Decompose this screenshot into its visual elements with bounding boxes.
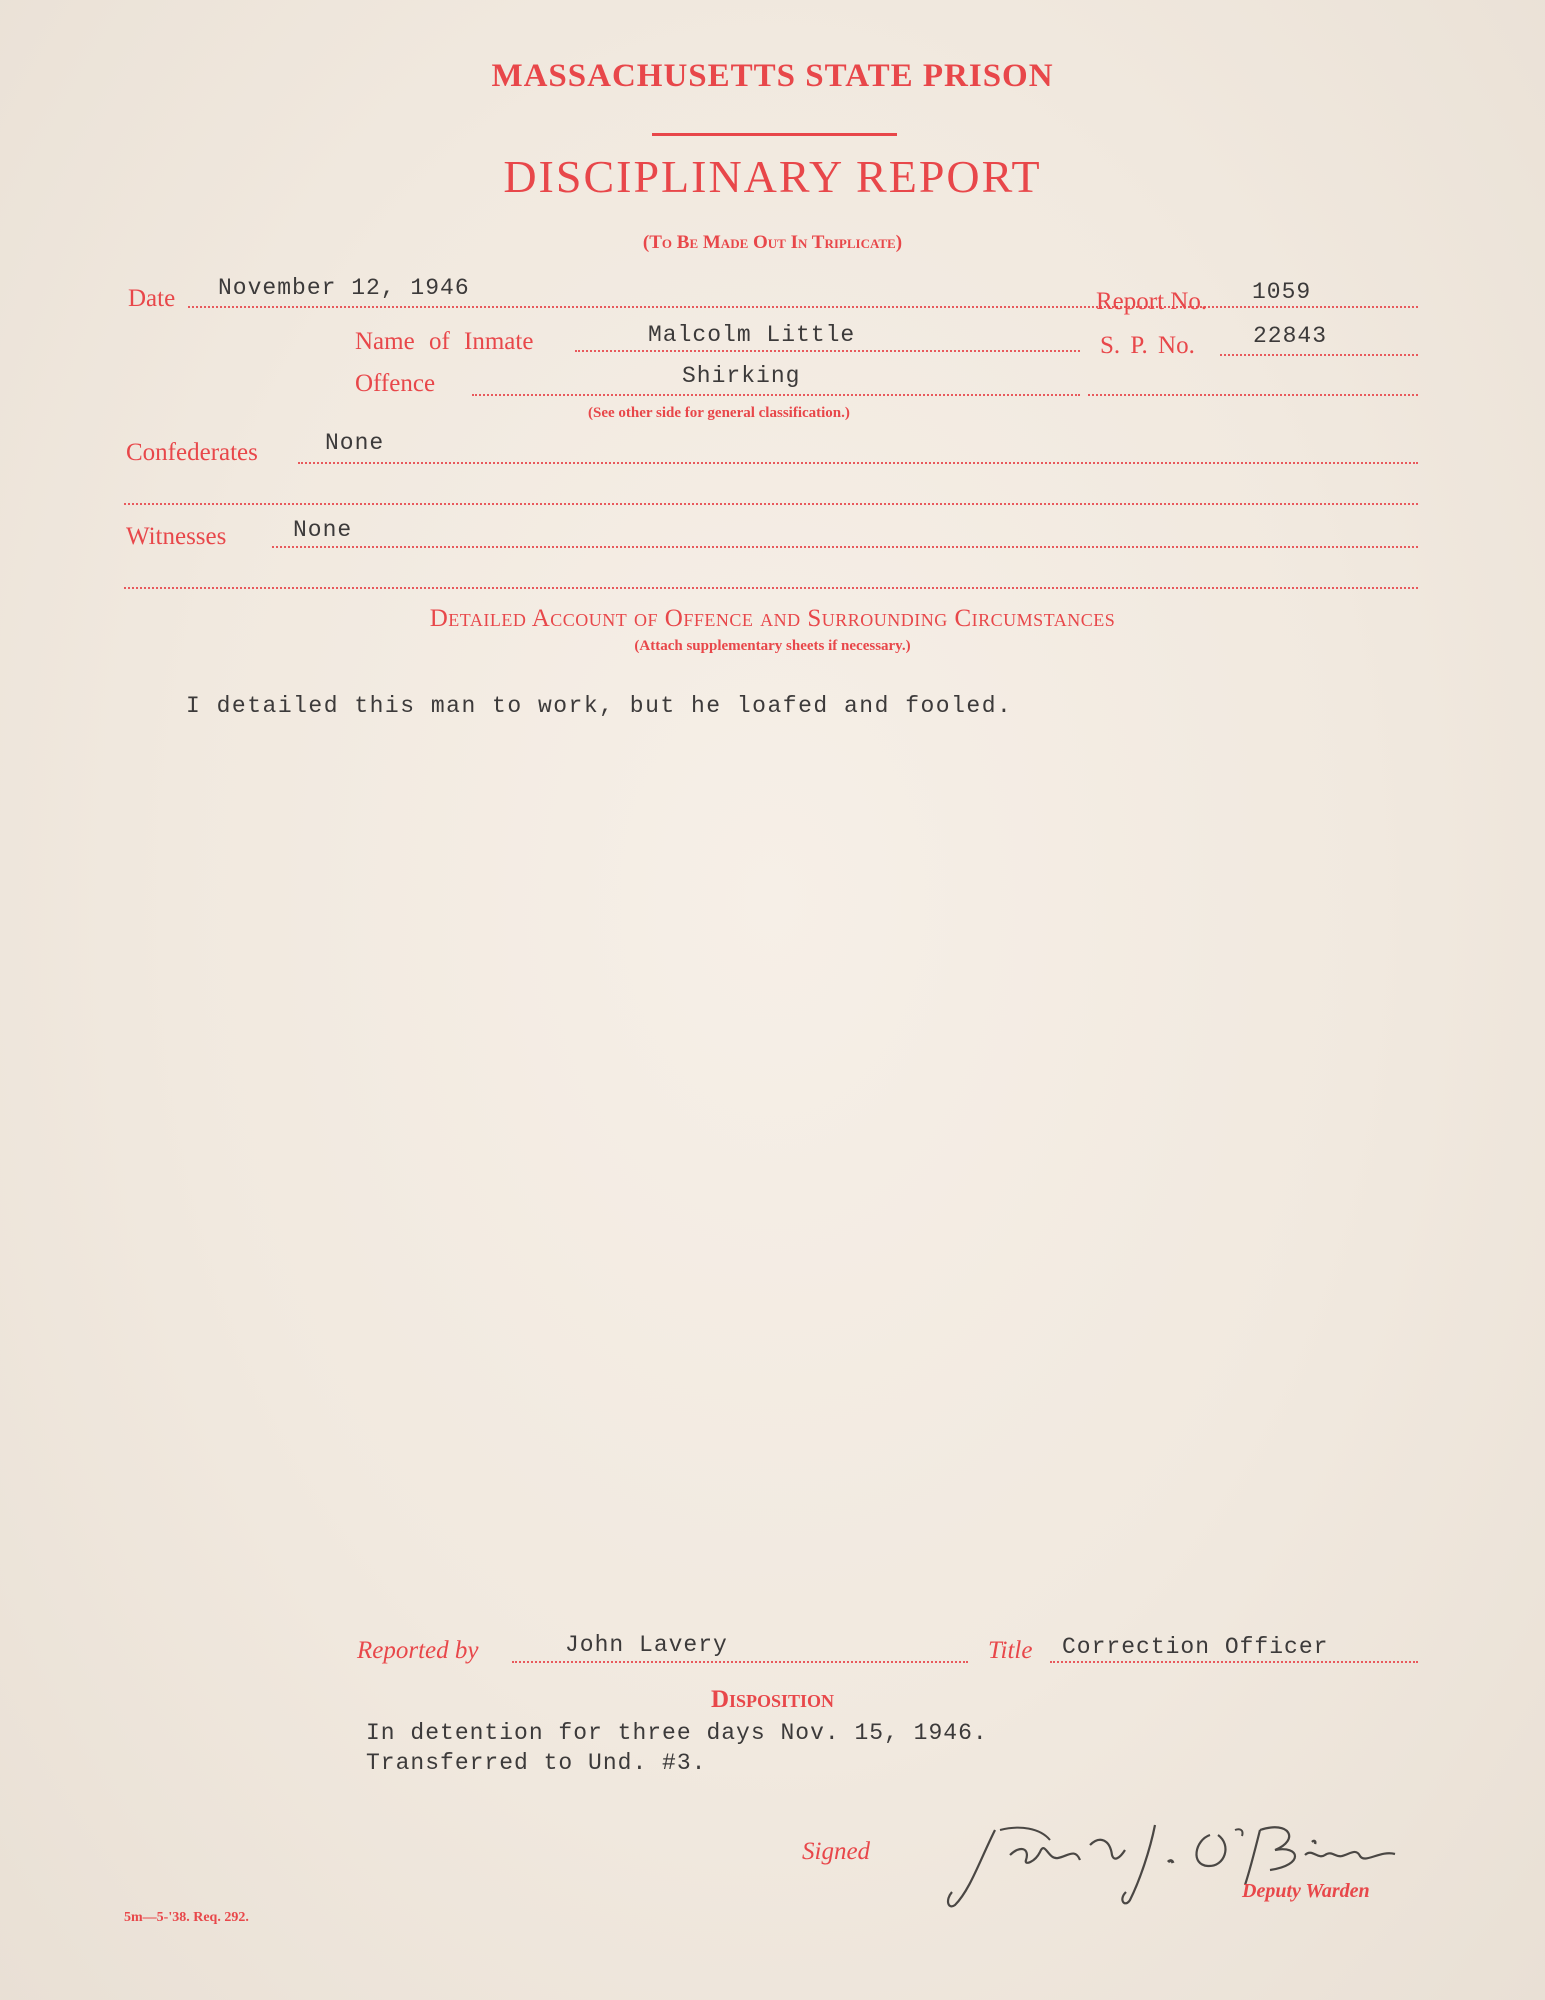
report-no-label: Report No. <box>1096 288 1208 315</box>
reported-by-value: John Lavery <box>565 1632 728 1658</box>
date-line <box>188 306 1418 308</box>
confederates-value: None <box>325 430 385 456</box>
title-line <box>1050 1661 1418 1663</box>
date-value: November 12, 1946 <box>218 275 470 301</box>
inmate-label: Name of Inmate <box>355 328 534 355</box>
form-code: 5m—5-'38. Req. 292. <box>124 1910 249 1925</box>
witnesses-label: Witnesses <box>126 523 227 550</box>
offence-value: Shirking <box>682 363 801 389</box>
confederates-line <box>298 462 1418 464</box>
sp-no-line <box>1220 354 1418 356</box>
disposition-heading: Disposition <box>710 1686 835 1713</box>
signed-label: Signed <box>802 1838 871 1865</box>
report-title: DISCIPLINARY REPORT <box>503 151 1042 202</box>
report-subtitle: (To Be Made Out In Triplicate) <box>642 232 903 253</box>
offence-line <box>472 394 1080 396</box>
disposition-line-2: Transferred to Und. #3. <box>366 1750 707 1776</box>
witnesses-value: None <box>293 517 353 543</box>
title-label: Title <box>988 1637 1033 1664</box>
account-text: I detailed this man to work, but he loafed and fooled. <box>186 693 1013 719</box>
confederates-label: Confederates <box>126 439 258 466</box>
title-value: Correction Officer <box>1062 1634 1329 1660</box>
sp-no-label: S. P. No. <box>1100 332 1195 359</box>
reported-by-line <box>512 1661 968 1663</box>
confederates-line-2 <box>124 503 1418 505</box>
reported-by-label: Reported by <box>357 1637 479 1664</box>
report-no-value: 1059 <box>1252 279 1312 305</box>
header-rule <box>652 133 897 136</box>
inmate-line <box>575 350 1080 352</box>
account-heading: Detailed Account of Offence and Surrounding Circumstances <box>429 605 1116 632</box>
witnesses-line <box>272 546 1418 548</box>
offence-label: Offence <box>355 370 436 397</box>
institution-name: MASSACHUSETTS STATE PRISON <box>491 58 1054 94</box>
sp-no-value: 22843 <box>1253 323 1328 349</box>
offence-line-right <box>1088 394 1418 396</box>
account-note: (Attach supplementary sheets if necessary.) <box>634 638 911 654</box>
disposition-line-1: In detention for three days Nov. 15, 1946. <box>366 1720 988 1746</box>
signer-role: Deputy Warden <box>1242 1880 1370 1902</box>
witnesses-line-2 <box>124 587 1418 589</box>
offence-note: (See other side for general classification.) <box>588 405 850 421</box>
date-label: Date <box>128 285 176 312</box>
inmate-value: Malcolm Little <box>648 322 856 348</box>
